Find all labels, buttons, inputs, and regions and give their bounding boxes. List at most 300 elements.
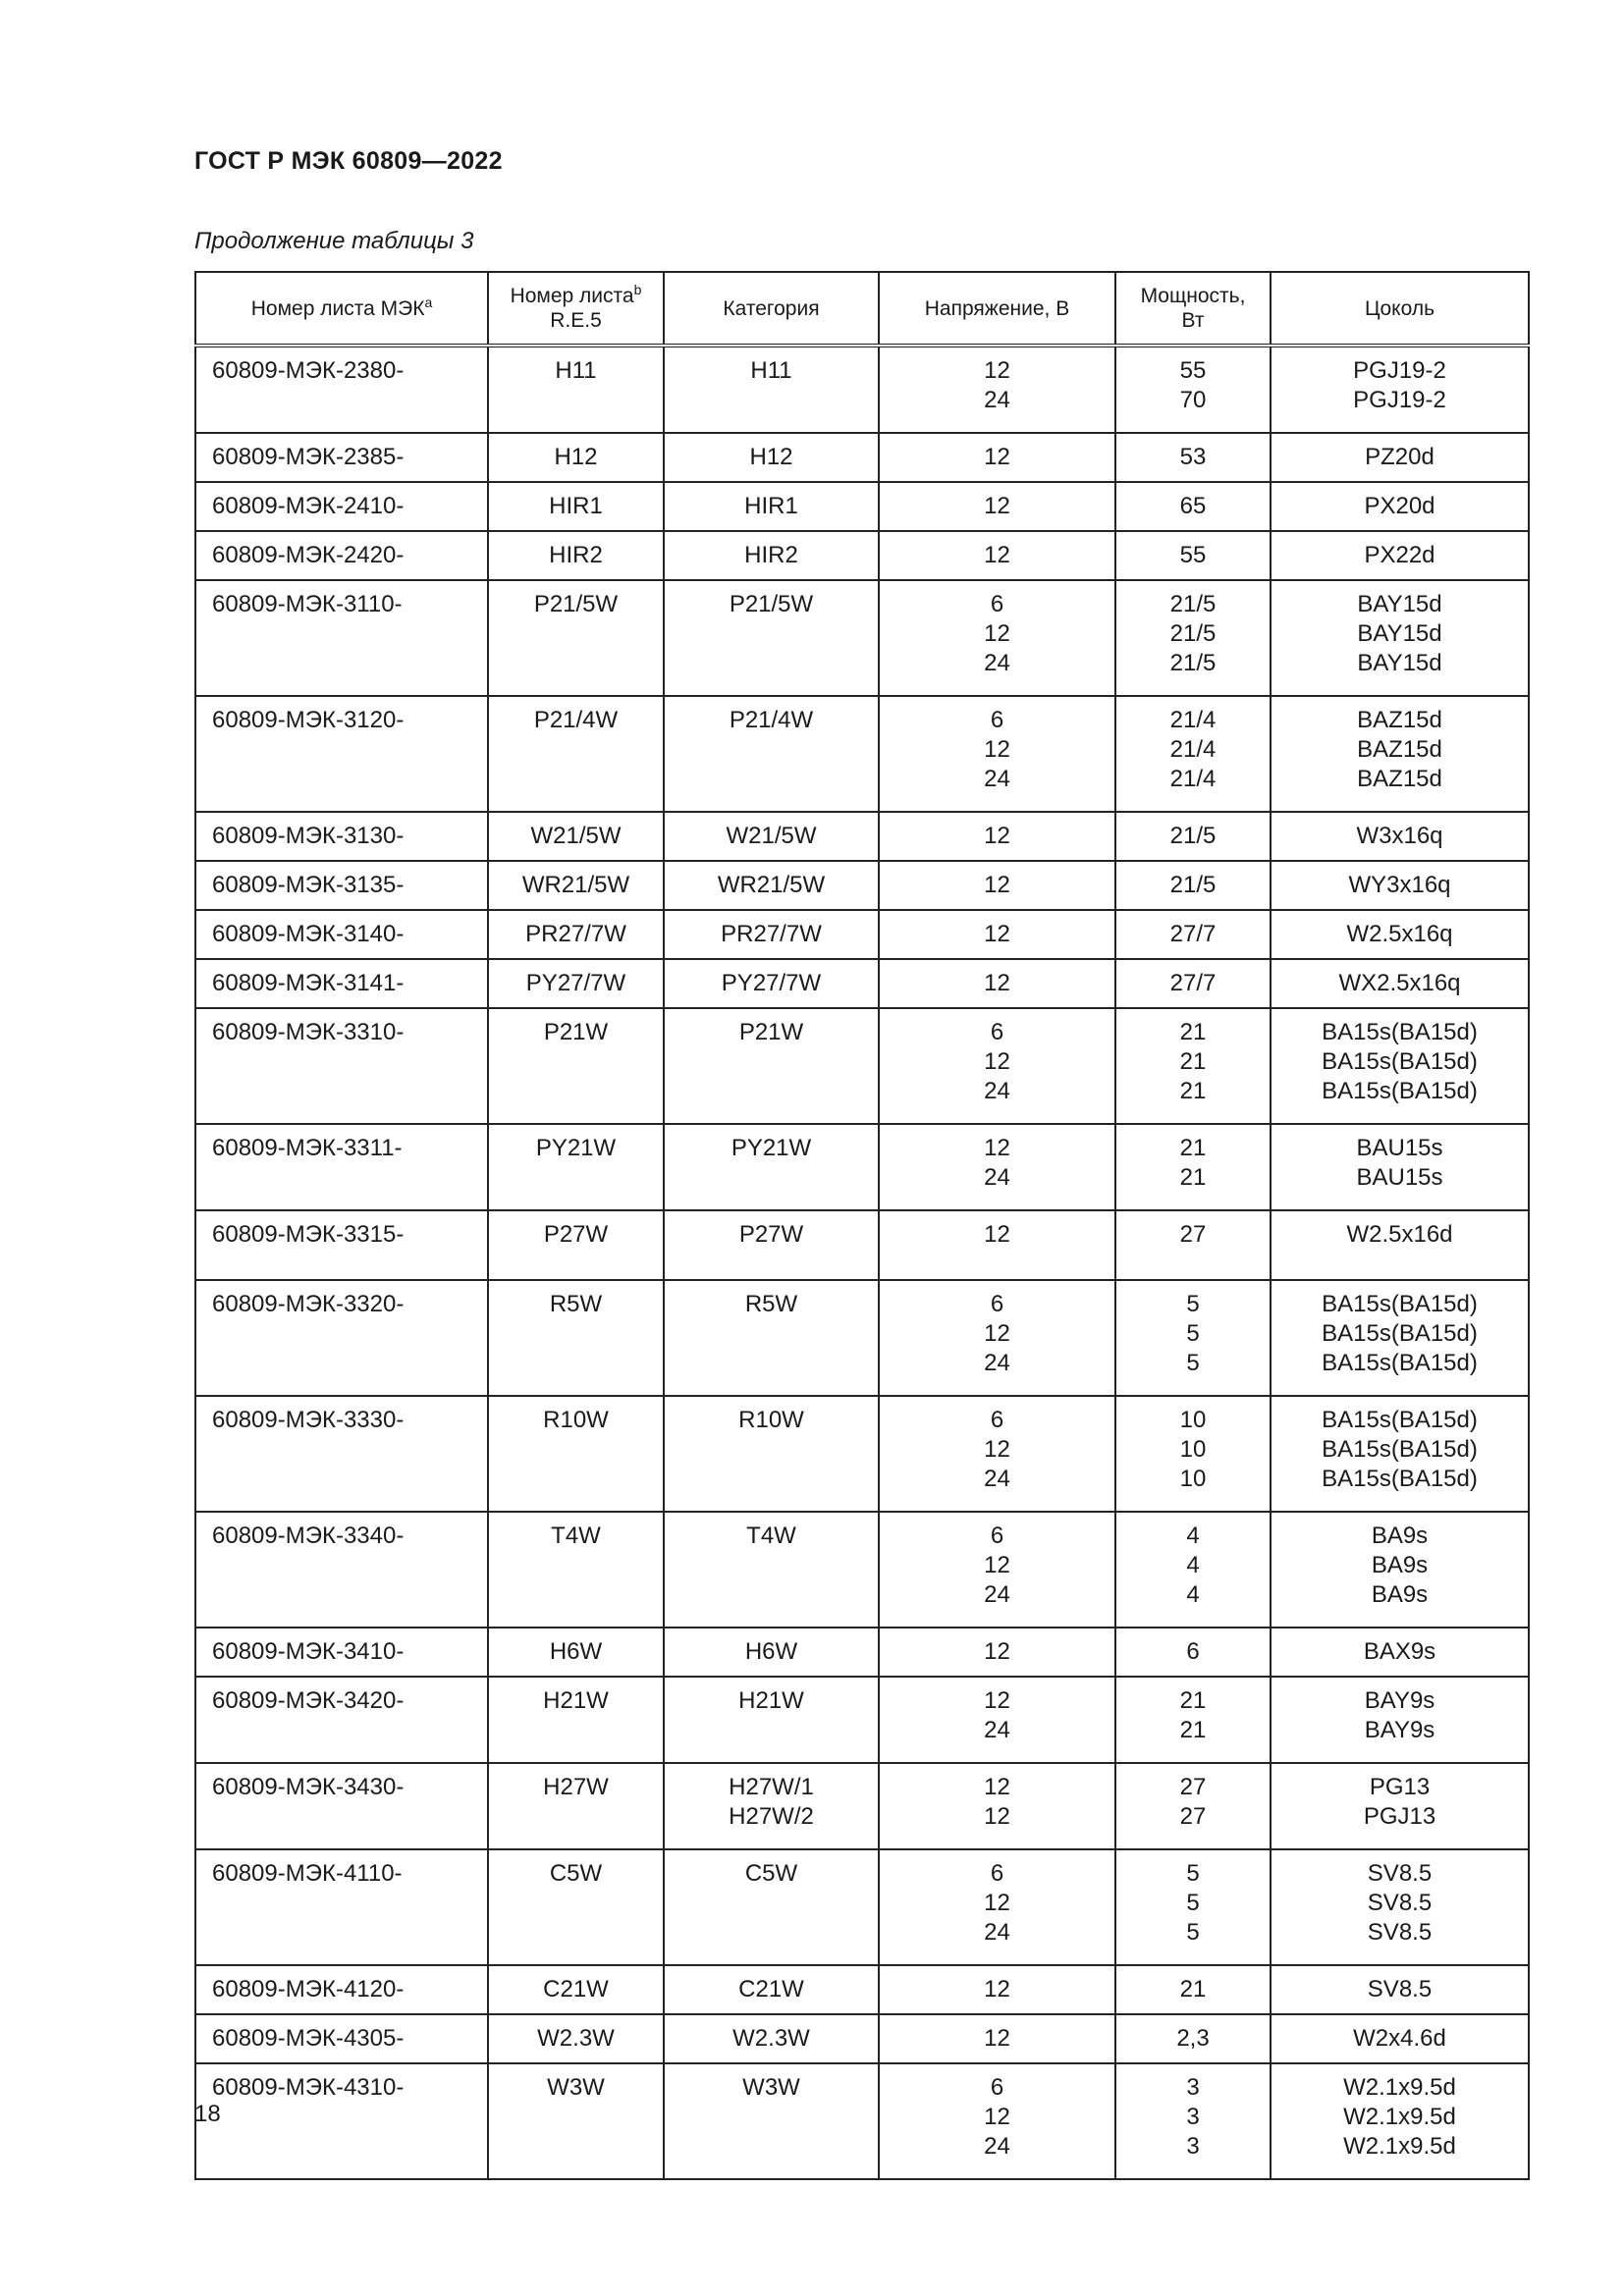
cell-power (1115, 1763, 1271, 1849)
table-row (195, 1512, 1529, 1628)
cell-voltage-line: 6 (990, 1407, 1004, 1433)
cell-sheet-line: 60809-МЭК-3340- (212, 1522, 405, 1549)
cell-voltage-line: 24 (984, 1078, 1010, 1104)
cell-base (1271, 812, 1529, 861)
cell-category (664, 1512, 879, 1628)
cell-voltage-line: 6 (990, 1291, 1004, 1317)
cell-power-line: 21 (1179, 1048, 1207, 1075)
cell-category (664, 696, 879, 812)
cell-re5-line: W2.3W (537, 2025, 615, 2052)
table-row (195, 482, 1529, 531)
cell-base-line: PX22d (1364, 542, 1435, 568)
cell-power-line: 3 (1186, 2104, 1200, 2130)
cell-power (1115, 1210, 1271, 1280)
cell-base (1271, 1763, 1529, 1849)
cell-re5-line: P21W (543, 1019, 609, 1045)
cell-re5-line: WR21/5W (521, 872, 630, 898)
cell-base-line: SV8.5 (1367, 1860, 1433, 1887)
cell-power-line: 5 (1186, 1890, 1200, 1916)
cell-power-line: 27/7 (1169, 970, 1217, 996)
col-header-sheet: Номер листа МЭК$^a$ (195, 272, 488, 346)
cell-power-line: 21 (1179, 1717, 1207, 1743)
cell-base (1271, 1965, 1529, 2014)
cell-base-line: BA15s(BA15d) (1322, 1350, 1478, 1376)
cell-category-line: P21/5W (729, 591, 814, 617)
cell-re5-line: H6W (549, 1638, 603, 1665)
cell-power (1115, 1849, 1271, 1965)
cell-base (1271, 1280, 1529, 1396)
cell-power (1115, 2014, 1271, 2063)
cell-sheet-line: 60809-МЭК-4120- (212, 1976, 405, 2002)
cell-re5 (488, 1008, 664, 1124)
cell-category-line: H21W (738, 1687, 804, 1714)
cell-voltage-line: 24 (984, 1350, 1010, 1376)
cell-category-line: PY21W (731, 1135, 812, 1161)
cell-power (1115, 1124, 1271, 1210)
cell-re5 (488, 1849, 664, 1965)
cell-base-line: W2.5x16q (1346, 921, 1453, 947)
cell-category (664, 959, 879, 1008)
cell-re5 (488, 1677, 664, 1763)
cell-power (1115, 696, 1271, 812)
cell-base-line: W2.5x16d (1346, 1221, 1453, 1248)
table-row (195, 580, 1529, 696)
cell-power-line: 21/4 (1169, 766, 1217, 792)
lamp-spec-table (194, 271, 1530, 2180)
cell-category-line: W2.3W (732, 2025, 810, 2052)
cell-voltage-line: 12 (984, 1221, 1010, 1248)
cell-base-line: W2.1x9.5d (1343, 2104, 1456, 2130)
cell-sheet-line: 60809-МЭК-2420- (212, 542, 405, 568)
cell-base (1271, 1849, 1529, 1965)
cell-voltage (879, 1849, 1115, 1965)
cell-re5-line: PY21W (535, 1135, 617, 1161)
cell-sheet (195, 861, 488, 910)
cell-power-line: 55 (1179, 357, 1207, 384)
cell-category-line: P21/4W (729, 707, 814, 733)
cell-sheet (195, 1124, 488, 1210)
table-row (195, 1280, 1529, 1396)
cell-category (664, 1677, 879, 1763)
cell-sheet (195, 1849, 488, 1965)
cell-category (664, 910, 879, 959)
cell-category-line: WR21/5W (717, 872, 826, 898)
cell-category (664, 433, 879, 482)
cell-sheet-line: 60809-МЭК-3330- (212, 1407, 405, 1433)
table-row (195, 1677, 1529, 1763)
cell-base-line: BA15s(BA15d) (1322, 1466, 1478, 1492)
cell-re5 (488, 1763, 664, 1849)
cell-power-line: 21/5 (1169, 620, 1217, 647)
col-header-voltage: Напряжение, В (879, 272, 1115, 346)
cell-category-line: T4W (746, 1522, 796, 1549)
cell-sheet (195, 696, 488, 812)
cell-power (1115, 2063, 1271, 2179)
cell-voltage-line: 6 (990, 1860, 1004, 1887)
cell-voltage-line: 12 (984, 1552, 1010, 1578)
cell-voltage-line: 24 (984, 766, 1010, 792)
cell-category-line: C5W (744, 1860, 798, 1887)
cell-re5-line: P21/5W (533, 591, 619, 617)
cell-voltage (879, 959, 1115, 1008)
cell-base-line: BAY15d (1357, 591, 1442, 617)
cell-power-line: 21 (1179, 1687, 1207, 1714)
cell-sheet-line: 60809-МЭК-3410- (212, 1638, 405, 1665)
cell-power-line: 4 (1186, 1522, 1200, 1549)
cell-voltage-line: 12 (984, 2025, 1010, 2052)
cell-sheet (195, 2014, 488, 2063)
cell-sheet-line: 60809-МЭК-4310- (212, 2074, 405, 2101)
cell-base (1271, 1210, 1529, 1280)
cell-voltage-line: 6 (990, 2074, 1004, 2101)
cell-category (664, 580, 879, 696)
cell-sheet-line: 60809-МЭК-3120- (212, 707, 405, 733)
cell-base-line: SV8.5 (1367, 1919, 1433, 1946)
cell-base (1271, 1512, 1529, 1628)
cell-voltage (879, 812, 1115, 861)
cell-category-line: H12 (749, 444, 793, 470)
cell-re5-line: T4W (551, 1522, 601, 1549)
cell-base-line: PGJ13 (1363, 1803, 1436, 1830)
cell-re5-line: H27W (543, 1774, 609, 1800)
cell-voltage-line: 6 (990, 591, 1004, 617)
cell-power-line: 2,3 (1176, 2025, 1210, 2052)
col-header-category: Категория (664, 272, 879, 346)
cell-power (1115, 1280, 1271, 1396)
cell-base-line: PGJ19-2 (1353, 357, 1446, 384)
cell-base-line: PGJ19-2 (1353, 387, 1446, 413)
cell-re5 (488, 812, 664, 861)
cell-voltage (879, 1763, 1115, 1849)
cell-voltage (879, 861, 1115, 910)
table-row (195, 2063, 1529, 2179)
cell-voltage-line: 24 (984, 1717, 1010, 1743)
table-row (195, 433, 1529, 482)
cell-power (1115, 861, 1271, 910)
table-row (195, 1849, 1529, 1965)
cell-sheet-line: 60809-МЭК-3110- (212, 591, 403, 617)
cell-sheet (195, 2063, 488, 2179)
cell-sheet (195, 1628, 488, 1677)
cell-power-line: 21/5 (1169, 591, 1217, 617)
cell-power-line: 21/5 (1169, 650, 1217, 676)
table-row (195, 696, 1529, 812)
cell-power-line: 65 (1179, 493, 1207, 519)
cell-voltage-line: 24 (984, 1164, 1010, 1191)
cell-re5-line: R5W (549, 1291, 603, 1317)
cell-voltage-line: 12 (984, 357, 1010, 384)
cell-voltage (879, 1512, 1115, 1628)
cell-sheet-line: 60809-МЭК-3430- (212, 1774, 405, 1800)
cell-power (1115, 812, 1271, 861)
cell-voltage-line: 24 (984, 1581, 1010, 1608)
cell-power (1115, 910, 1271, 959)
cell-voltage (879, 433, 1115, 482)
table-row (195, 1628, 1529, 1677)
cell-sheet (195, 1512, 488, 1628)
cell-sheet (195, 812, 488, 861)
cell-category-line: PY27/7W (721, 970, 822, 996)
table-caption: Продолжение таблицы 3 (194, 228, 474, 254)
cell-category-line: C21W (738, 1976, 804, 2002)
cell-re5 (488, 482, 664, 531)
cell-category (664, 482, 879, 531)
cell-base (1271, 433, 1529, 482)
cell-base-line: WY3x16q (1348, 872, 1451, 898)
cell-power-line: 4 (1186, 1552, 1200, 1578)
cell-category-line: H27W/1 (729, 1774, 814, 1800)
cell-re5-line: H11 (555, 357, 597, 384)
cell-sheet (195, 346, 488, 433)
cell-voltage-line: 12 (984, 1890, 1010, 1916)
cell-voltage-line: 12 (984, 921, 1010, 947)
cell-sheet-line: 60809-МЭК-3310- (212, 1019, 405, 1045)
cell-re5 (488, 1628, 664, 1677)
cell-category (664, 346, 879, 433)
cell-power-line: 53 (1179, 444, 1207, 470)
cell-voltage-line: 12 (984, 493, 1010, 519)
cell-power-line: 27 (1179, 1774, 1207, 1800)
cell-sheet-line: 60809-МЭК-3420- (212, 1687, 405, 1714)
cell-category-line: P27W (738, 1221, 804, 1248)
cell-voltage (879, 482, 1115, 531)
cell-voltage-line: 12 (984, 1803, 1010, 1830)
cell-power-line: 21 (1179, 1135, 1207, 1161)
cell-base-line: BAZ15d (1357, 766, 1442, 792)
cell-voltage (879, 910, 1115, 959)
cell-category (664, 1210, 879, 1280)
cell-category-line: R5W (744, 1291, 798, 1317)
cell-power-line: 21/5 (1169, 823, 1217, 849)
cell-category (664, 1396, 879, 1512)
cell-power (1115, 1396, 1271, 1512)
cell-sheet-line: 60809-МЭК-3130- (212, 823, 405, 849)
cell-power (1115, 433, 1271, 482)
table-row (195, 812, 1529, 861)
cell-voltage-line: 12 (984, 444, 1010, 470)
cell-power-line: 21 (1179, 1976, 1207, 2002)
cell-re5-line: W3W (547, 2074, 605, 2101)
cell-voltage (879, 696, 1115, 812)
cell-power (1115, 1512, 1271, 1628)
cell-category (664, 1008, 879, 1124)
cell-base-line: BAU15s (1356, 1164, 1443, 1191)
cell-base-line: W2x4.6d (1353, 2025, 1446, 2052)
cell-sheet (195, 910, 488, 959)
cell-category (664, 1965, 879, 2014)
cell-re5-line: PY27/7W (525, 970, 626, 996)
cell-re5-line: H21W (543, 1687, 609, 1714)
cell-base-line: PX20d (1364, 493, 1435, 519)
cell-category (664, 2014, 879, 2063)
cell-power-line: 3 (1186, 2133, 1200, 2160)
cell-base (1271, 1628, 1529, 1677)
cell-re5 (488, 696, 664, 812)
cell-base-line: BAU15s (1356, 1135, 1443, 1161)
cell-sheet-line: 60809-МЭК-3311- (212, 1135, 403, 1161)
cell-re5 (488, 910, 664, 959)
cell-re5 (488, 959, 664, 1008)
cell-power (1115, 580, 1271, 696)
cell-re5-line: C21W (543, 1976, 609, 2002)
cell-power-line: 5 (1186, 1919, 1200, 1946)
cell-sheet-line: 60809-МЭК-4305- (212, 2025, 405, 2052)
cell-power-line: 70 (1179, 387, 1207, 413)
cell-power-line: 21/4 (1169, 707, 1217, 733)
cell-voltage (879, 2063, 1115, 2179)
cell-re5-line: H12 (554, 444, 598, 470)
cell-voltage-line: 12 (984, 1135, 1010, 1161)
table-row (195, 910, 1529, 959)
cell-base (1271, 1124, 1529, 1210)
cell-base-line: BA15s(BA15d) (1322, 1078, 1478, 1104)
cell-power (1115, 1965, 1271, 2014)
cell-power (1115, 1628, 1271, 1677)
cell-voltage-line: 12 (984, 872, 1010, 898)
cell-power (1115, 1677, 1271, 1763)
cell-sheet-line: 60809-МЭК-4110- (212, 1860, 403, 1887)
cell-re5 (488, 2014, 664, 2063)
col-header-power: Мощность, Вт (1115, 272, 1271, 346)
cell-base (1271, 696, 1529, 812)
cell-re5-line: W21/5W (530, 823, 622, 849)
cell-category-line: P21W (738, 1019, 804, 1045)
cell-base-line: W2.1x9.5d (1343, 2074, 1456, 2101)
cell-base-line: BA15s(BA15d) (1322, 1019, 1478, 1045)
cell-voltage-line: 12 (984, 970, 1010, 996)
cell-voltage-line: 24 (984, 650, 1010, 676)
cell-power-line: 5 (1186, 1320, 1200, 1347)
cell-base (1271, 1396, 1529, 1512)
cell-base (1271, 959, 1529, 1008)
cell-category-line: W21/5W (726, 823, 817, 849)
cell-category (664, 531, 879, 580)
cell-category-line: H11 (750, 357, 792, 384)
cell-re5 (488, 1280, 664, 1396)
col-header-re5: Номер листа$^b$ R.E.5 (488, 272, 664, 346)
cell-voltage-line: 12 (984, 823, 1010, 849)
table-row (195, 1396, 1529, 1512)
cell-base-line: BAY15d (1357, 620, 1442, 647)
cell-base-line: BAZ15d (1357, 736, 1442, 763)
cell-re5 (488, 531, 664, 580)
cell-base (1271, 531, 1529, 580)
cell-sheet (195, 1965, 488, 2014)
cell-sheet (195, 1396, 488, 1512)
cell-base (1271, 580, 1529, 696)
cell-re5-line: R10W (543, 1407, 609, 1433)
cell-voltage-line: 12 (984, 736, 1010, 763)
cell-category (664, 1124, 879, 1210)
cell-voltage-line: 6 (990, 1522, 1004, 1549)
cell-power (1115, 346, 1271, 433)
cell-category-line: HIR2 (744, 542, 798, 568)
cell-voltage-line: 24 (984, 2133, 1010, 2160)
cell-base-line: BA15s(BA15d) (1322, 1436, 1478, 1463)
table-row (195, 531, 1529, 580)
cell-voltage (879, 1628, 1115, 1677)
cell-power-line: 10 (1179, 1466, 1207, 1492)
cell-category (664, 1628, 879, 1677)
cell-power-line: 21/4 (1169, 736, 1217, 763)
table-row (195, 1124, 1529, 1210)
cell-base-line: BAX9s (1363, 1638, 1436, 1665)
cell-base (1271, 482, 1529, 531)
cell-re5-line: HIR1 (549, 493, 603, 519)
cell-re5 (488, 1210, 664, 1280)
table-row (195, 1965, 1529, 2014)
cell-voltage (879, 1280, 1115, 1396)
cell-voltage-line: 24 (984, 1466, 1010, 1492)
cell-base-line: SV8.5 (1367, 1890, 1433, 1916)
cell-voltage-line: 12 (984, 1774, 1010, 1800)
cell-base-line: BA15s(BA15d) (1322, 1291, 1478, 1317)
cell-base-line: SV8.5 (1367, 1976, 1433, 2002)
table-row (195, 1008, 1529, 1124)
cell-voltage (879, 580, 1115, 696)
cell-sheet (195, 1008, 488, 1124)
cell-base-line: BA9s (1371, 1552, 1429, 1578)
cell-base-line: BA9s (1371, 1581, 1429, 1608)
cell-re5 (488, 1124, 664, 1210)
cell-base (1271, 861, 1529, 910)
cell-voltage (879, 346, 1115, 433)
cell-sheet (195, 1280, 488, 1396)
table-header-row (195, 272, 1529, 346)
cell-voltage (879, 1396, 1115, 1512)
cell-voltage-line: 12 (984, 1320, 1010, 1347)
cell-sheet-line: 60809-МЭК-2410- (212, 493, 405, 519)
cell-category (664, 2063, 879, 2179)
cell-base (1271, 1008, 1529, 1124)
cell-power (1115, 1008, 1271, 1124)
cell-sheet (195, 531, 488, 580)
cell-re5 (488, 2063, 664, 2179)
cell-voltage-line: 12 (984, 1976, 1010, 2002)
cell-power-line: 21 (1179, 1164, 1207, 1191)
table-body (195, 346, 1529, 2179)
cell-sheet (195, 1763, 488, 1849)
cell-power-line: 55 (1179, 542, 1207, 568)
cell-power-line: 27/7 (1169, 921, 1217, 947)
table-row (195, 959, 1529, 1008)
cell-power (1115, 531, 1271, 580)
cell-sheet-line: 60809-МЭК-2385- (212, 444, 405, 470)
cell-category (664, 812, 879, 861)
cell-voltage-line: 6 (990, 707, 1004, 733)
cell-power-line: 5 (1186, 1350, 1200, 1376)
cell-base (1271, 346, 1529, 433)
cell-voltage-line: 12 (984, 620, 1010, 647)
cell-sheet-line: 60809-МЭК-2380- (212, 357, 405, 384)
cell-voltage-line: 12 (984, 1048, 1010, 1075)
cell-base (1271, 2014, 1529, 2063)
cell-base-line: W2.1x9.5d (1343, 2133, 1456, 2160)
cell-base-line: BA15s(BA15d) (1322, 1048, 1478, 1075)
cell-power-line: 21 (1179, 1019, 1207, 1045)
page-number: 18 (194, 2101, 221, 2127)
cell-base-line: BA15s(BA15d) (1322, 1320, 1478, 1347)
cell-voltage-line: 12 (984, 2104, 1010, 2130)
cell-power-line: 10 (1179, 1407, 1207, 1433)
col-header-base: Цоколь (1271, 272, 1529, 346)
table-row (195, 2014, 1529, 2063)
cell-category-line: HIR1 (744, 493, 798, 519)
cell-sheet-line: 60809-МЭК-3315- (212, 1221, 405, 1248)
cell-voltage (879, 1210, 1115, 1280)
cell-re5 (488, 1396, 664, 1512)
cell-re5 (488, 1965, 664, 2014)
